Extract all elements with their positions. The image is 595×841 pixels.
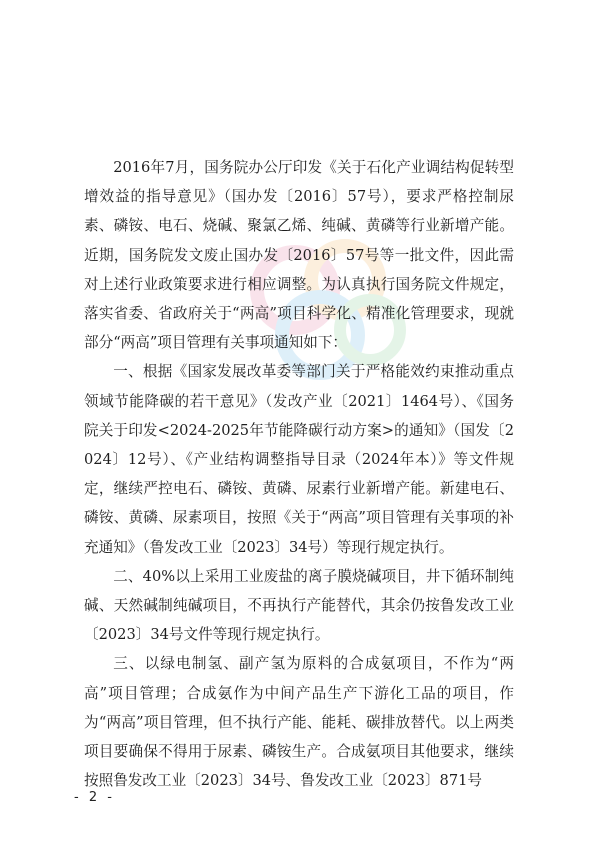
paragraph-intro: 2016年7月，国务院办公厅印发《关于石化产业调结构促转型增效益的指导意见》（国办发〔2016〕57号），要求严格控制尿素、磷铵、电石、烧碱、聚氯乙烯、纯碱、黄磷等行业新增产能。近期，国务院发文废止国办发〔2016〕57号等一批文件，因此需对上述行业政策要求进行相应调整。为认真执行国务院文件规定，落实省委、省政府关于“两高”项目科学化、精准化管理要求，现就部分“两高”项目管理有关事项通知如下： — [84, 159, 514, 352]
page-number: - 2 - — [74, 790, 115, 805]
paragraph-item-2: 二、40%以上采用工业废盐的离子膜烧碱项目，井下循环制纯碱、天然碱制纯碱项目，不再执行产能替代，其余仍按鲁发改工业〔2023〕34号文件等现行规定执行。 — [84, 567, 514, 644]
paragraph-item-1: 一、根据《国家发展改革委等部门关于严格能效约束推动重点领域节能降碳的若干意见》（发改产业〔2021〕1464号）、《国务院关于印发<2024-2025年节能降碳行动方案>的通知》（国发〔2024〕12号）、《产业结构调整指导目录（2024年本）》等文件规定，继续严控电石、磷铵、黄磷、尿素行业新增产能。新建电石、磷铵、黄磷、尿素项目，按照《关于“两高”项目管理有关事项的补充通知》（鲁发改工业〔2023〕34号）等现行规定执行。 — [84, 363, 514, 556]
paragraph-item-3: 三、以绿电制氢、副产氢为原料的合成氨项目，不作为“两高”项目管理；合成氨作为中间产品生产下游化工品的项目，作为“两高”项目管理，但不执行产能、能耗、碳排放替代。以上两类项目要确保不得用于尿素、磷铵生产。合成氨项目其他要求，继续按照鲁发改工业〔2023〕34号、鲁发改工业〔2023〕871号 — [84, 655, 514, 790]
document-body — [84, 153, 514, 795]
